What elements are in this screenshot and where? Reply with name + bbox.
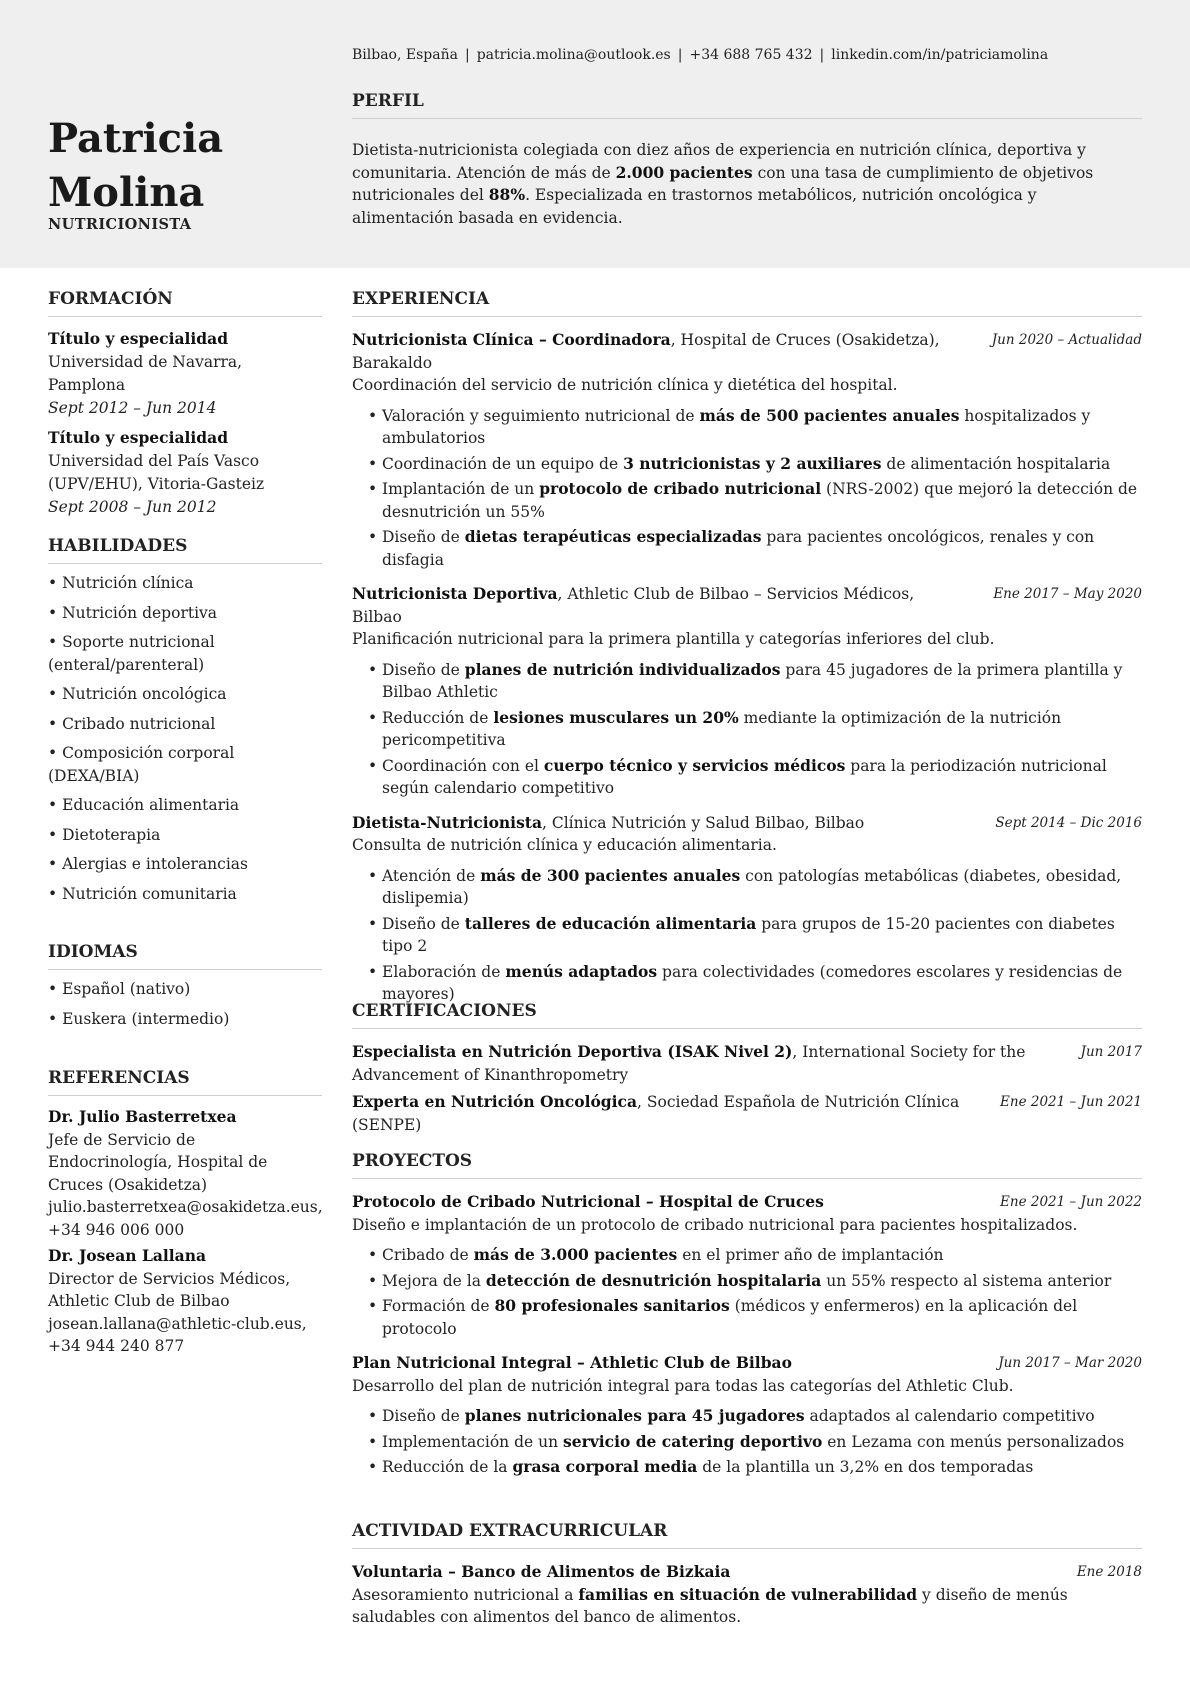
skill-item: • Soporte nutricional (enteral/parenteral) [48,633,215,674]
bullet-text: Diseño de [382,528,465,546]
job-bullet [368,961,1142,1006]
bullet-text: Coordinación de un equipo de [382,454,624,473]
languages-list [48,978,322,1030]
reference-position: Jefe de Servicio de Endocrinología, Hospital de Cruces (Osakidetza) [48,1130,268,1194]
job-bullet [368,707,1142,752]
project-dates: Ene 2021 – Jun 2022 [1000,1194,1142,1210]
activity-text: Asesoramiento nutricional a [352,1585,579,1604]
bullet-highlight: talleres de educación alimentaria [464,913,757,933]
project-bullets [352,1405,1142,1479]
bullet-text: Diseño de [382,1407,465,1425]
candidate-role: NUTRICIONISTA [48,216,192,233]
job-item [352,583,1142,800]
bullet-highlight: menús adaptados [505,961,658,981]
skill-item: • Cribado nutricional [48,714,216,733]
job-bullets [352,659,1142,800]
bullet-text: Diseño de [382,914,465,933]
section-title-profile: PERFIL [352,91,1142,119]
profile-section [352,91,1142,229]
reference-item [48,1106,322,1241]
bullet-text: Valoración y seguimiento nutricional de [382,406,700,425]
job-bullet [368,405,1142,450]
bullet-text: adaptados al calendario competitivo [804,1407,1095,1425]
section-title-extracurricular: ACTIVIDAD EXTRACURRICULAR [352,1521,1142,1549]
bullet-text: para colectividades (comedores escolares y residencias de mayores) [382,962,1123,1003]
contact-separator: | [819,47,825,63]
project-bullets [352,1244,1142,1340]
job-item [352,329,1142,571]
bullet-highlight: detección de desnutrición hospitalaria [485,1270,822,1290]
bullet-highlight: servicio de catering deportivo [563,1431,823,1451]
bullet-text: Reducción de la [382,1458,513,1476]
certification-name: Experta en Nutrición Oncológica [352,1092,638,1111]
profile-text-part: Dietista-nutricionista colegiada con diez años de experiencia en nutrición clínica, deportiva y comunitaria. Atención de más de [352,141,1086,182]
bullet-text: Implantación de un [382,480,540,498]
skill-item: • Alergias e intolerancias [48,855,249,873]
project-name: Protocolo de Cribado Nutricional – Hospital de Cruces [352,1192,824,1211]
section-title-projects: PROYECTOS [352,1151,1142,1179]
skill-item: • Nutrición oncológica [48,685,227,703]
job-description: Consulta de nutrición clínica y educación alimentaria. [352,836,777,854]
bullet-text: Cribado de [382,1246,474,1264]
profile-text-part: con una tasa de cumplimiento de objetivos nutricionales del [352,163,1094,204]
project-name: Plan Nutricional Integral – Athletic Club de Bilbao [352,1353,792,1372]
job-role: Nutricionista Deportiva [352,584,558,603]
bullet-text: (médicos y enfermeros) en la aplicación del protocolo [382,1297,1078,1338]
bullet-highlight: planes nutricionales para 45 jugadores [464,1406,805,1425]
skills-section [48,536,322,912]
bullet-text: hospitalizados y ambulatorios [382,406,1091,447]
bullet-text: Diseño de [382,660,465,679]
bullet-text: (NRS-2002) que mejoró la detección de desnutrición un 55% [382,480,1138,521]
activity-text: y diseño de menús saludables con alimentos del banco de alimentos. [352,1585,1068,1626]
bullet-highlight: cuerpo técnico y servicios médicos [543,755,846,775]
certifications-section [352,1001,1142,1136]
bullet-highlight: más de 3.000 pacientes [473,1245,678,1264]
skill-item: • Nutrición clínica [48,574,194,592]
bullet-text: de alimentación hospitalaria [881,454,1111,473]
contact-phone[interactable]: +34 688 765 432 [689,47,813,63]
project-description: Diseño e implantación de un protocolo de cribado nutricional para pacientes hospitalizados. [352,1215,1078,1234]
bullet-text: un 55% respecto al sistema anterior [821,1271,1112,1290]
profile-highlight: 2.000 pacientes [615,162,753,182]
bullet-text: de la plantilla un 3,2% en dos temporadas [697,1458,1034,1476]
certification-org: , Sociedad Española de Nutrición Clínica (SENPE) [352,1093,960,1134]
activity-highlight: familias en situación de vulnerabilidad [578,1584,918,1604]
first-name: Patricia [48,115,224,162]
section-title-certifications: CERTIFICACIONES [352,1001,1142,1029]
bullet-text: en Lezama con menús personalizados [822,1432,1125,1451]
bullet-text: para pacientes oncológicos, renales y con disfagia [382,528,1095,569]
skill-item: • Composición corporal (DEXA/BIA) [48,744,235,785]
skill-item: • Nutrición deportiva [48,603,218,622]
job-org: , Athletic Club de Bilbao – Servicios Médicos, Bilbao [352,585,915,626]
extracurricular-section [352,1521,1142,1629]
job-bullet [368,659,1142,704]
job-description: Planificación nutricional para la primera plantilla y categorías inferiores del club. [352,630,995,648]
job-bullet [368,453,1142,476]
job-role: Nutricionista Clínica – Coordinadora [352,330,671,349]
bullet-highlight: más de 300 pacientes anuales [480,865,741,885]
job-bullet [368,913,1142,958]
project-bullet [368,1431,1142,1454]
bullet-text: en el primer año de implantación [677,1246,944,1264]
bullet-highlight: grasa corporal media [512,1457,698,1476]
skills-list [48,572,322,905]
profile-highlight: 88% [488,185,526,204]
certification-item [352,1041,1142,1086]
projects-section [352,1151,1142,1482]
bullet-highlight: dietas terapéuticas especializadas [464,527,762,546]
bullet-highlight: planes de nutrición individualizados [464,659,781,679]
reference-item [48,1245,322,1358]
section-title-languages: IDIOMAS [48,942,322,970]
project-bullet [368,1405,1142,1428]
education-degree: Título y especialidad [48,428,229,447]
activity-dates: Ene 2018 [1076,1564,1142,1580]
project-bullet [368,1456,1142,1479]
bullet-text: con patologías metabólicas (diabetes, obesidad, dislipemia) [382,866,1122,907]
bullet-text: Implementación de un [382,1432,563,1451]
education-school: Universidad de Navarra, Pamplona [48,353,243,394]
reference-name: Dr. Josean Lallana [48,1246,207,1265]
bullet-text: mediante la optimización de la nutrición pericompetitiva [382,708,1062,749]
section-title-experience: EXPERIENCIA [352,289,1142,317]
bullet-highlight: más de 500 pacientes anuales [699,405,960,425]
job-bullet [368,526,1142,571]
contact-line [352,47,1048,63]
bullet-text: Formación de [382,1297,495,1315]
language-item: • Español (nativo) [48,980,191,998]
bullet-text: Atención de [382,866,481,885]
extracurricular-item [352,1561,1142,1629]
bullet-text: para 45 jugadores de la primera plantilla y Bilbao Athletic [382,660,1123,701]
bullet-text: para grupos de 15-20 pacientes con diabetes tipo 2 [382,914,1115,955]
bullet-text: para la periodización nutricional según calendario competitivo [382,756,1107,797]
languages-section [48,942,322,1037]
project-bullet [368,1270,1142,1293]
contact-separator: | [464,47,470,63]
job-dates: Sept 2014 – Dic 2016 [995,814,1142,831]
job-org: , Clínica Nutrición y Salud Bilbao, Bilbao [542,813,865,832]
contact-separator: | [677,47,683,63]
bullet-highlight: protocolo de cribado nutricional [539,479,822,498]
job-bullet [368,478,1142,523]
reference-phone[interactable]: +34 946 006 000 [48,1220,185,1239]
certification-dates: Jun 2017 [1080,1044,1142,1060]
contact-email[interactable]: patricia.molina@outlook.es [476,47,671,63]
education-section [48,289,322,519]
project-bullet [368,1295,1142,1340]
certification-dates: Ene 2021 – Jun 2021 [1000,1094,1142,1110]
experience-section [352,289,1142,1009]
education-dates: Sept 2012 – Jun 2014 [48,399,217,417]
job-dates: Jun 2020 – Actualidad [991,332,1142,348]
certification-org: , International Society for the Advancement of Kinanthropometry [352,1043,1026,1084]
reference-phone[interactable]: +34 944 240 877 [48,1337,185,1355]
section-title-education: FORMACIÓN [48,289,322,317]
education-dates: Sept 2008 – Jun 2012 [48,498,217,516]
last-name: Molina [48,169,205,216]
bullet-text: Reducción de [382,708,494,727]
skill-item: • Nutrición comunitaria [48,884,237,903]
education-item [48,327,322,420]
job-bullets [352,865,1142,1006]
contact-linkedin[interactable]: linkedin.com/in/patriciamolina [831,47,1049,63]
reference-name: Dr. Julio Basterretxea [48,1107,237,1126]
job-role: Dietista-Nutricionista [352,812,543,832]
education-item [48,426,322,519]
project-bullet [368,1244,1142,1267]
profile-text [352,139,1142,229]
language-item: • Euskera (intermedio) [48,1009,230,1028]
references-section [48,1068,322,1358]
section-title-skills: HABILIDADES [48,536,322,564]
activity-name: Voluntaria – Banco de Alimentos de Bizkaia [352,1562,731,1581]
skill-item: • Dietoterapia [48,825,161,844]
bullet-highlight: 3 nutricionistas y 2 auxiliares [623,453,882,473]
bullet-highlight: lesiones musculares un 20% [493,707,739,727]
job-org: , Hospital de Cruces (Osakidetza), Barakaldo [352,331,940,372]
project-item [352,1352,1142,1479]
job-bullet [368,755,1142,800]
job-description: Coordinación del servicio de nutrición clínica y dietética del hospital. [352,376,898,394]
reference-email[interactable]: julio.basterretxea@osakidetza.eus, [48,1198,323,1216]
profile-text-part: . Especializada en trastornos metabólicos, nutrición oncológica y alimentación basada en evidencia. [352,186,1037,227]
project-dates: Jun 2017 – Mar 2020 [998,1355,1142,1371]
job-bullet [368,865,1142,910]
job-bullets [352,405,1142,572]
section-title-references: REFERENCIAS [48,1068,322,1096]
skill-item: • Educación alimentaria [48,796,240,814]
job-dates: Ene 2017 – May 2020 [993,586,1142,602]
bullet-text: Mejora de la [382,1271,486,1290]
bullet-text: Elaboración de [382,962,506,981]
project-item [352,1191,1142,1340]
activity-description [352,1584,1142,1629]
project-description: Desarrollo del plan de nutrición integral para todas las categorías del Athletic Club. [352,1376,1014,1395]
reference-email[interactable]: josean.lallana@athletic-club.eus, [48,1314,307,1333]
contact-location: Bilbao, España [352,47,458,63]
certification-name: Especialista en Nutrición Deportiva (ISAK Nivel 2) [352,1042,793,1061]
candidate-name [48,112,223,220]
bullet-highlight: 80 profesionales sanitarios [494,1296,730,1315]
reference-position: Director de Servicios Médicos, Athletic Club de Bilbao [48,1269,291,1310]
education-degree: Título y especialidad [48,329,229,348]
education-school: Universidad del País Vasco (UPV/EHU), Vitoria-Gasteiz [48,452,265,493]
job-item [352,812,1142,1006]
certification-item [352,1091,1142,1136]
bullet-text: Coordinación con el [382,756,544,775]
